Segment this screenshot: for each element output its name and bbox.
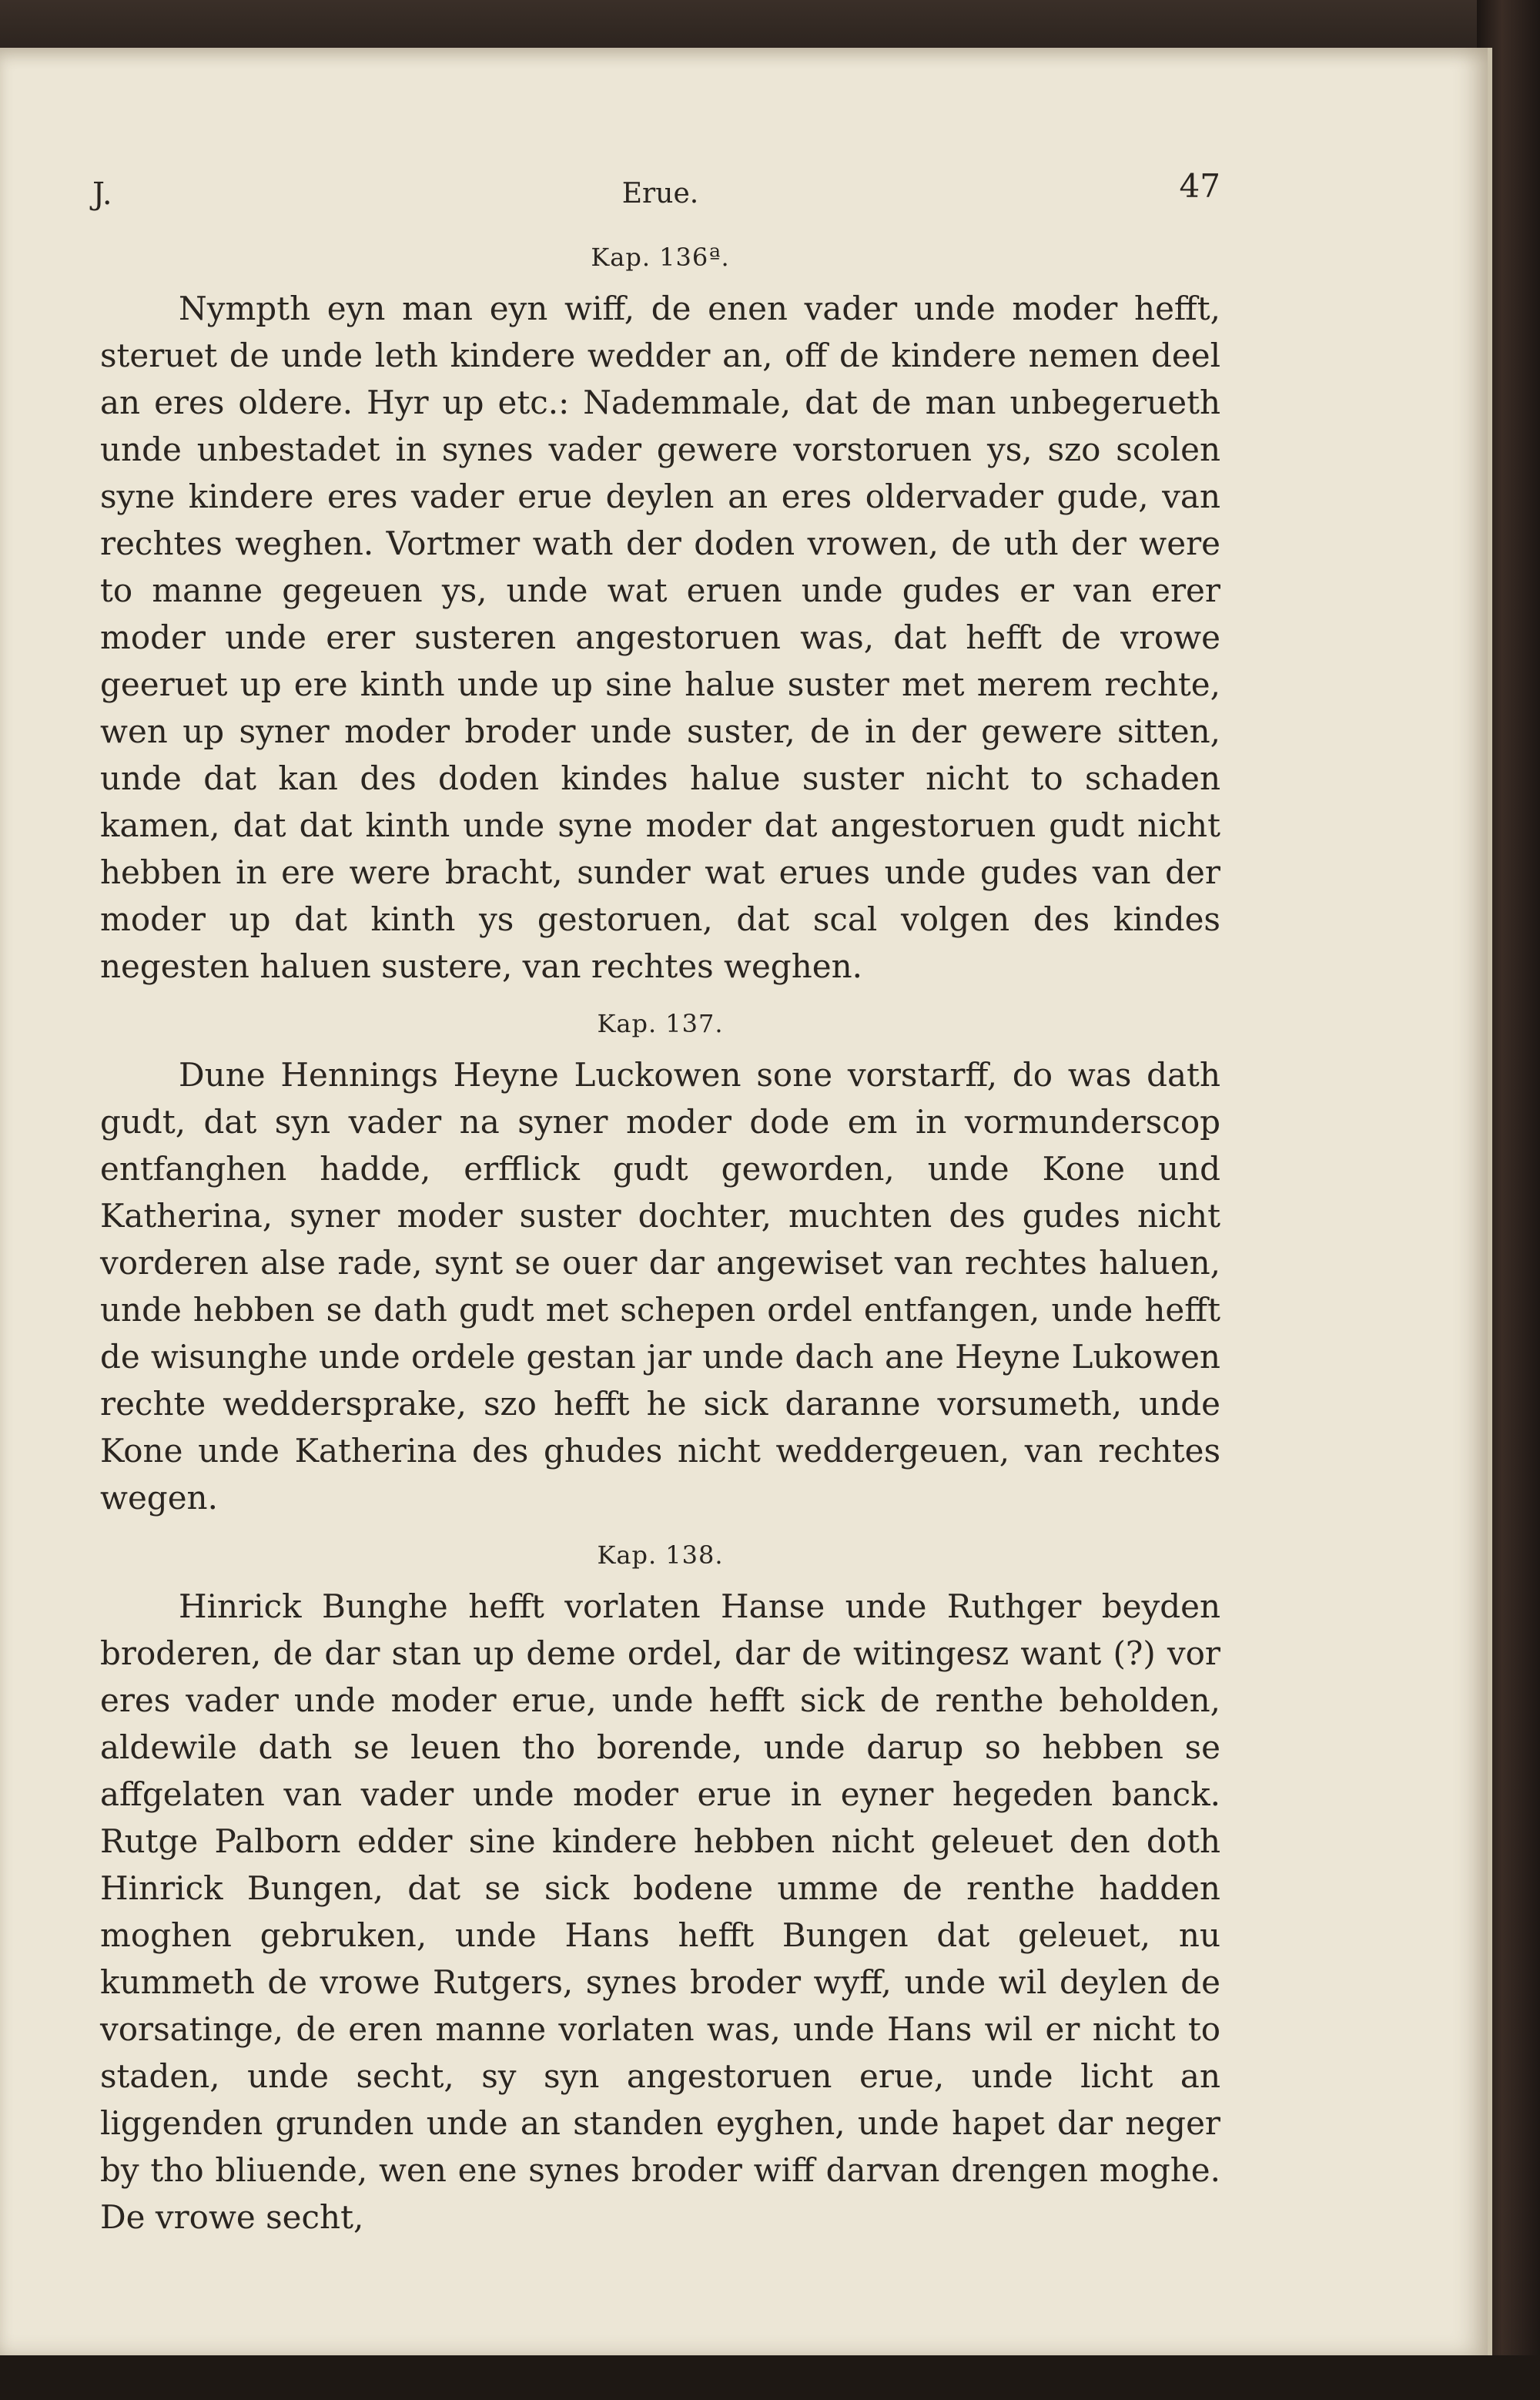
section-heading-kap-137: Kap. 137. — [597, 1009, 724, 1038]
section-text-kap-138: Hinrick Bunghe hefft vorlaten Hanse unde Ruthger beyden broderen, de dar stan up deme ordel, dar de witingesz want (?) vor eres vader unde moder erue, unde hefft sick de renthe beholden, aldewile dath se leuen tho borende, unde darup so hebben se affgelaten van vader unde moder erue in eyner hegeden banck. Rutge Palborn edder sine kindere hebben nicht geleuet den doth Hinrick Bungen, dat se sick bodene umme de renthe hadden moghen gebruken, unde Hans hefft Bungen dat geleuet, nu kummeth de vrowe Rutgers, synes broder wyff, unde wil deylen de vorsatinge, de eren manne vorlaten was, unde Hans wil er nicht to staden, unde secht, sy syn angestoruen erue, unde licht an liggenden grunden unde an standen eyghen, unde hapet dar neger by tho bliuende, wen ene synes broder wiff darvan drengen moghe. De vrowe secht, — [100, 1587, 1220, 2236]
section-heading-kap-138: Kap. 138. — [597, 1540, 724, 1570]
book-bottom-edge — [0, 2355, 1540, 2400]
header-title: Erue. — [621, 178, 699, 209]
section-heading-kap-136a: Kap. 136ª. — [591, 243, 730, 272]
page-number: 47 — [1179, 167, 1220, 205]
running-header — [92, 167, 1220, 220]
header-left-mark: J. — [92, 176, 112, 212]
page-text — [100, 240, 1220, 2258]
section-text-kap-136a: Nympth eyn man eyn wiff, de enen vader unde moder hefft, steruet de unde leth kindere wedder an, off de kindere nemen deel an eres oldere. Hyr up etc.: Nademmale, dat de man unbegerueth unde unbestadet in synes vader gewere vorstoruen ys, szo scolen syne kindere eres vader erue deylen an eres oldervader gude, van rechtes weghen. Vortmer wath der doden vrowen, de uth der were to manne gegeuen ys, unde wat eruen unde gudes er van erer moder unde erer susteren angestoruen was, dat hefft de vrowe geeruet up ere kinth unde up sine halue suster met merem rechte, wen up syner moder broder unde suster, de in der gewere sitten, unde dat kan des doden kindes halue suster nicht to schaden kamen, dat dat kinth unde syne moder dat angestoruen gudt nicht hebben in ere were bracht, sunder wat erues unde gudes van der moder up dat kinth ys gestoruen, dat scal volgen des kindes negesten haluen sustere, van rechtes weghen. — [100, 290, 1220, 985]
section-text-kap-137: Dune Hennings Heyne Luckowen sone vorstarff, do was dath gudt, dat syn vader na syner moder dode em in vormunderscop entfanghen hadde, erfflick gudt geworden, unde Kone und Katherina, syner moder suster dochter, muchten des gudes nicht vorderen alse rade, synt se ouer dar angewiset van rechtes haluen, unde hebben se dath gudt met schepen ordel entfangen, unde hefft de wisunghe unde ordele gestan jar unde dach ane Heyne Lukowen rechte weddersprake, szo hefft he sick daranne vorsumeth, unde Kone unde Katherina des ghudes nicht weddergeuen, van rechtes wegen. — [100, 1056, 1220, 1517]
book-top-edge — [0, 0, 1540, 54]
